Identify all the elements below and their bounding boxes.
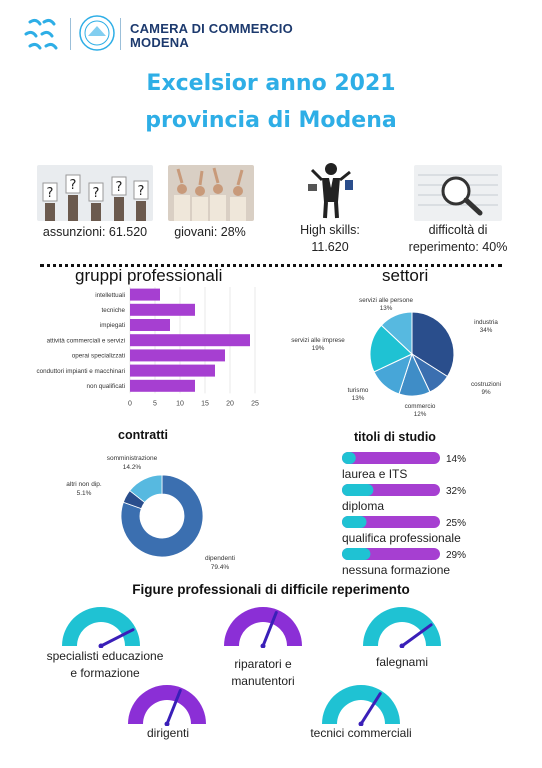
progress-category-label: qualifica professionale <box>342 531 461 545</box>
slice-value-label: 9% <box>481 389 491 396</box>
gauge-label: manutentori <box>231 674 295 688</box>
page-title: Excelsior anno 2021 <box>146 71 396 96</box>
gauges-title: Figure professionali di difficile reperimento <box>132 582 410 597</box>
slice-label: turismo <box>347 387 369 394</box>
gruppi-professionali-chart <box>20 285 270 420</box>
kpi-high-skills-label: High skills: <box>300 223 360 237</box>
progress-fill <box>342 516 367 528</box>
progress-fill <box>342 548 370 560</box>
svg-text:?: ? <box>115 180 123 195</box>
x-tick-label: 20 <box>226 400 234 408</box>
kpi-giovani: giovani: 28% <box>174 225 246 239</box>
kpi-difficolta-label: difficoltà di <box>428 223 488 237</box>
slice-value-label: 5.1% <box>76 490 92 497</box>
chamber-logo-icon <box>20 14 64 58</box>
category-label: operai specializzati <box>71 352 125 360</box>
bar <box>130 289 160 301</box>
logo-divider <box>120 18 121 50</box>
gauge-arc <box>322 685 400 724</box>
seal-icon <box>78 14 116 52</box>
org-name-line2: MODENA <box>130 35 189 50</box>
bar <box>130 349 225 361</box>
gauge-arc <box>128 685 206 724</box>
cheering-youth-photo <box>168 165 254 221</box>
svg-text:?: ? <box>92 186 100 201</box>
slice-label: dipendenti <box>205 555 235 562</box>
x-tick-label: 25 <box>251 400 259 408</box>
slice-value-label: 13% <box>379 305 393 312</box>
progress-value-label: 25% <box>446 518 467 529</box>
x-tick-label: 15 <box>201 400 209 408</box>
page-subtitle: provincia di Modena <box>145 108 397 133</box>
gauge-icon <box>126 682 208 726</box>
slice-value-label: 34% <box>479 327 493 334</box>
donut-chart-title: contratti <box>118 428 168 442</box>
question-faces-photo <box>37 165 153 221</box>
gauge-label: dirigenti <box>146 726 190 740</box>
svg-text:?: ? <box>46 186 54 201</box>
progress-value-label: 29% <box>446 550 467 561</box>
progress-fill <box>342 484 373 496</box>
gauge-label: specialisti educazione <box>46 649 164 663</box>
titoli-di-studio-chart <box>330 448 530 576</box>
slice-label: commercio <box>404 403 436 410</box>
org-name-line1: CAMERA DI COMMERCIO <box>130 21 293 36</box>
education-chart-title: titoli di studio <box>354 430 436 444</box>
bar <box>130 319 170 331</box>
pie-chart-title: settori <box>382 266 429 285</box>
kpi-assunzioni: assunzioni: 61.520 <box>42 225 148 239</box>
progress-fill <box>342 452 356 464</box>
category-label: non qualificati <box>86 383 125 390</box>
progress-category-label: laurea e ITS <box>342 467 408 481</box>
gauge-label: e formazione <box>70 666 140 680</box>
x-tick-label: 0 <box>128 400 132 408</box>
x-tick-label: 10 <box>176 400 184 408</box>
gauge-arc <box>62 607 140 646</box>
slice-label: somministrazione <box>106 455 158 462</box>
gauge-label: falegnami <box>375 655 429 669</box>
logo-divider <box>70 18 71 50</box>
magnifier-photo <box>414 165 502 221</box>
category-label: tecniche <box>101 307 125 314</box>
progress-track <box>342 452 440 464</box>
gauge-icon <box>222 604 304 648</box>
slice-value-label: 19% <box>311 345 325 352</box>
svg-text:?: ? <box>137 184 145 199</box>
progress-category-label: nessuna formazione <box>342 563 451 576</box>
bar-chart-title: gruppi professionali <box>75 266 223 285</box>
slice-value-label: 14.2% <box>122 464 142 471</box>
slice-label: servizi alle imprese <box>291 337 345 344</box>
category-label: attività commerciali e servizi <box>46 337 125 345</box>
gauge-arc <box>224 607 302 646</box>
gauge-label: riparatori e <box>234 657 292 671</box>
progress-category-label: diploma <box>342 499 385 513</box>
slice-label: costruzioni <box>470 381 502 388</box>
contratti-chart <box>40 448 280 580</box>
bar <box>130 304 195 316</box>
slice-label: servizi alle persone <box>359 297 413 304</box>
category-label: conduttori impianti e macchinari <box>36 367 125 375</box>
gauge-label: tecnici commerciali <box>310 726 412 740</box>
slice-value-label: 79.4% <box>210 564 230 571</box>
bar <box>130 380 195 392</box>
bar <box>130 334 250 346</box>
businessman-icon <box>308 158 354 220</box>
kpi-high-skills-value: 11.620 <box>311 240 349 254</box>
progress-value-label: 14% <box>446 454 467 465</box>
svg-text:?: ? <box>69 178 77 193</box>
category-label: impiegati <box>99 322 125 330</box>
gauge-icon <box>60 604 142 648</box>
slice-value-label: 13% <box>351 395 365 402</box>
x-tick-label: 5 <box>153 400 157 408</box>
gauge-icon <box>320 682 402 726</box>
slice-value-label: 12% <box>413 411 427 418</box>
kpi-difficolta-value: reperimento: 40% <box>408 240 508 254</box>
slice-label: altri non dip. <box>66 481 102 488</box>
bar <box>130 365 215 377</box>
category-label: intellettuali <box>95 291 125 299</box>
progress-value-label: 32% <box>446 486 467 497</box>
slice-label: industria <box>474 319 498 326</box>
gauge-icon <box>361 604 443 648</box>
settori-chart <box>290 288 520 418</box>
